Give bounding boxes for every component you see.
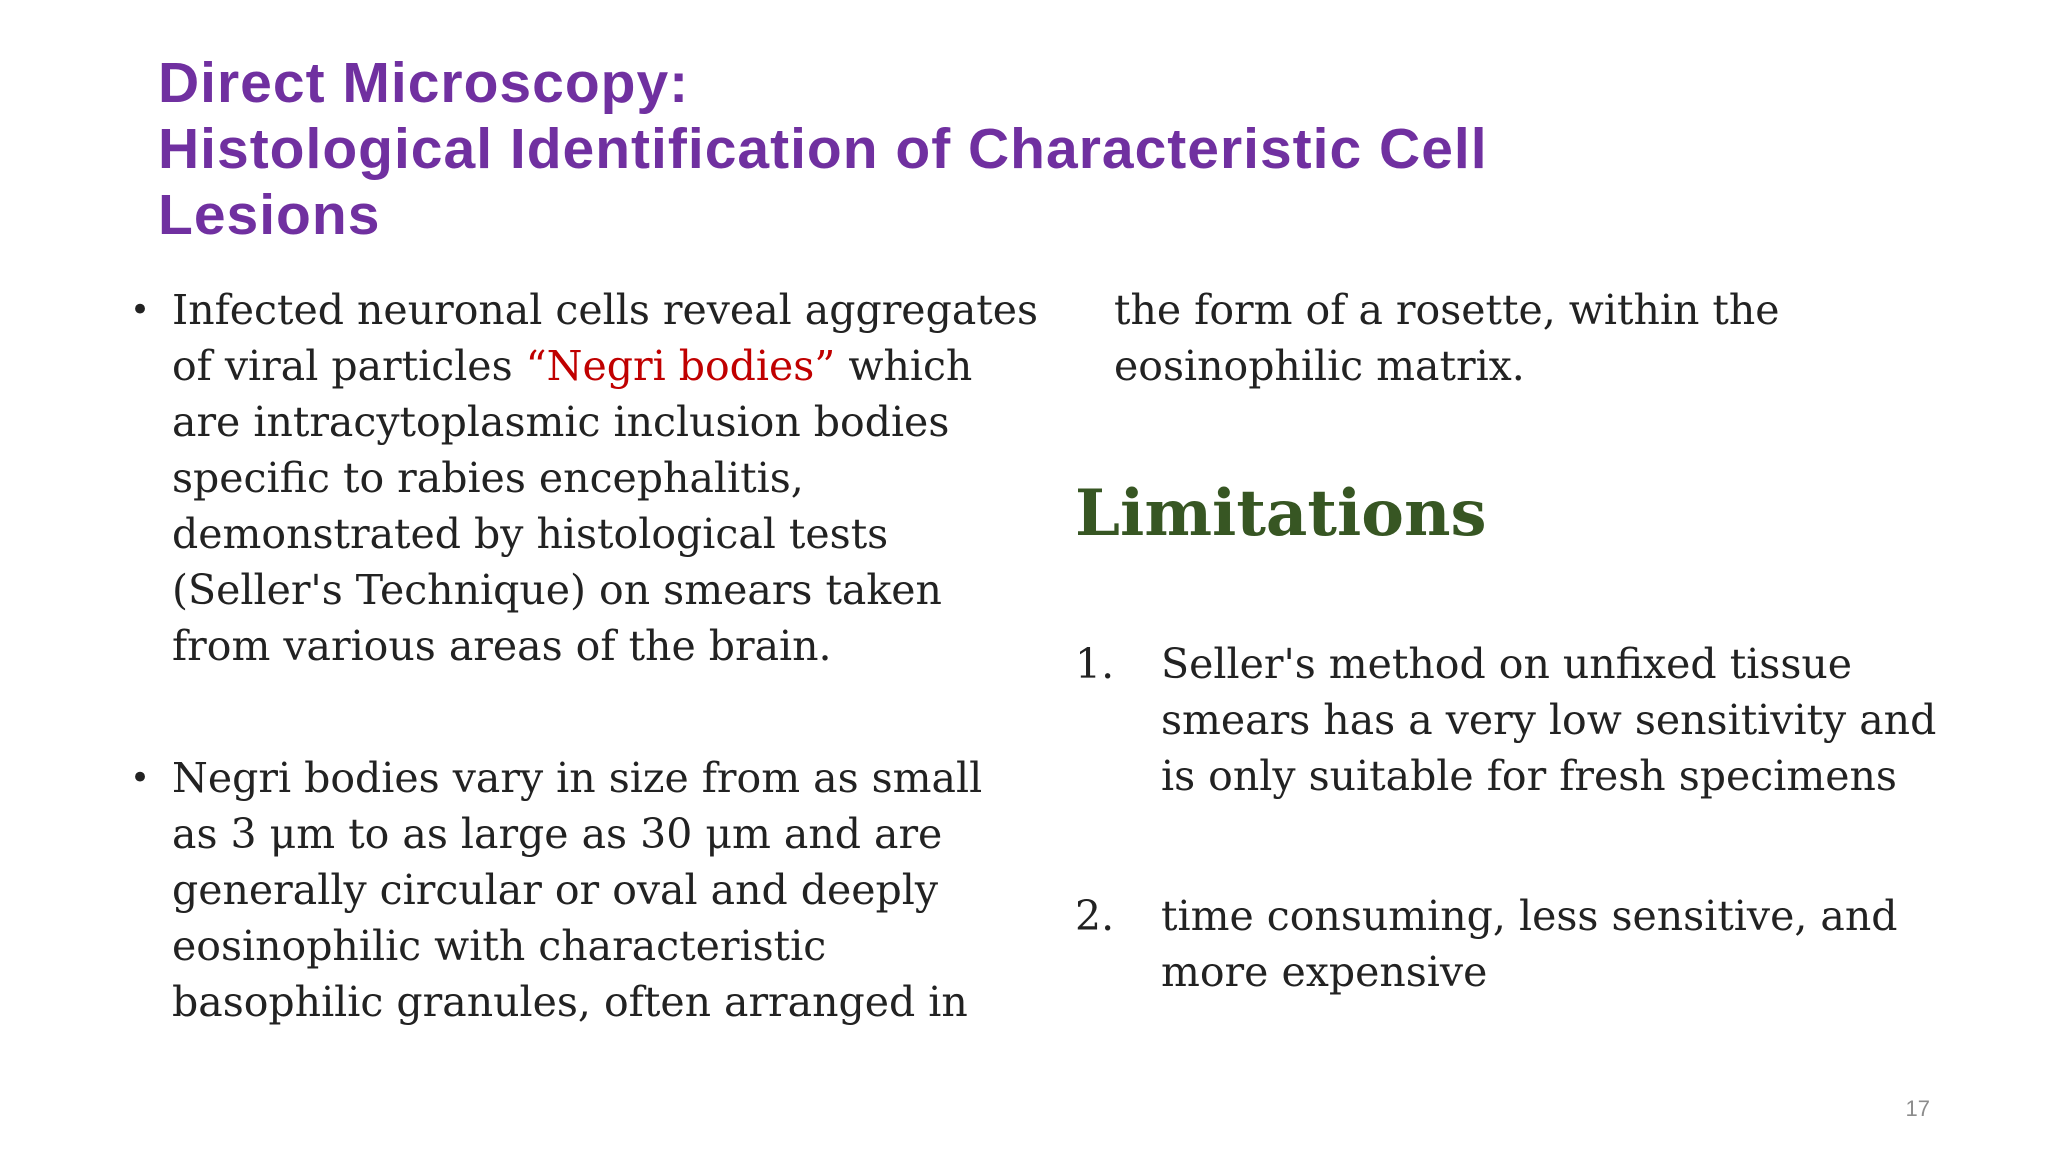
bullet-line: basophilic granules, often arranged in <box>172 978 968 1026</box>
bullet-continuation <box>1114 282 1964 394</box>
limitation-line: Seller's method on unfixed tissue <box>1161 640 1853 688</box>
bullet-line: Negri bodies vary in size from as small <box>172 754 983 802</box>
title-line-3: Lesions <box>158 183 381 247</box>
bullet-line: generally circular or oval and deeply <box>172 866 939 914</box>
bullet-text: of viral particles <box>172 342 526 390</box>
bullet-line: as 3 μm to as large as 30 μm and are <box>172 810 943 858</box>
list-number: 1. <box>1075 640 1115 688</box>
limitation-item-2 <box>1075 888 1995 1000</box>
bullet-marker: • <box>130 290 151 330</box>
bullet-line: Infected neuronal cells reveal aggregates <box>172 286 1039 334</box>
bullet-line: (Seller's Technique) on smears taken <box>172 566 942 614</box>
bullet-line: from various areas of the brain. <box>172 622 832 670</box>
bullet-list <box>128 282 1128 1106</box>
continuation-line: the form of a rosette, within the <box>1114 286 1780 334</box>
list-number: 2. <box>1075 892 1115 940</box>
limitation-line: time consuming, less sensitive, and <box>1161 892 1898 940</box>
limitation-item-1 <box>1075 636 1995 804</box>
bullet-line: specific to rabies encephalitis, <box>172 454 804 502</box>
bullet-line-mixed <box>172 338 1128 394</box>
title-line-2: Histological Identification of Characteristic Cell <box>158 117 1488 181</box>
bullet-item-negri-description <box>128 282 1128 674</box>
limitation-line: is only suitable for fresh specimens <box>1161 752 1897 800</box>
continuation-line: eosinophilic matrix. <box>1114 342 1525 390</box>
limitations-heading: Limitations <box>1075 476 1487 551</box>
bullet-line: demonstrated by histological tests <box>172 510 889 558</box>
bullet-text: which <box>835 342 973 390</box>
limitation-line: smears has a very low sensitivity and <box>1161 696 1937 744</box>
page-number: 17 <box>1905 1096 1930 1121</box>
slide-title <box>158 50 1958 248</box>
title-line-1: Direct Microscopy: <box>158 51 690 115</box>
limitation-line: more expensive <box>1161 948 1488 996</box>
negri-bodies-highlight: “Negri bodies” <box>525 342 836 390</box>
bullet-marker: • <box>130 758 151 798</box>
limitations-list <box>1075 636 1995 1084</box>
bullet-item-negri-size <box>128 750 1128 1030</box>
bullet-line: are intracytoplasmic inclusion bodies <box>172 398 950 446</box>
bullet-line: eosinophilic with characteristic <box>172 922 827 970</box>
